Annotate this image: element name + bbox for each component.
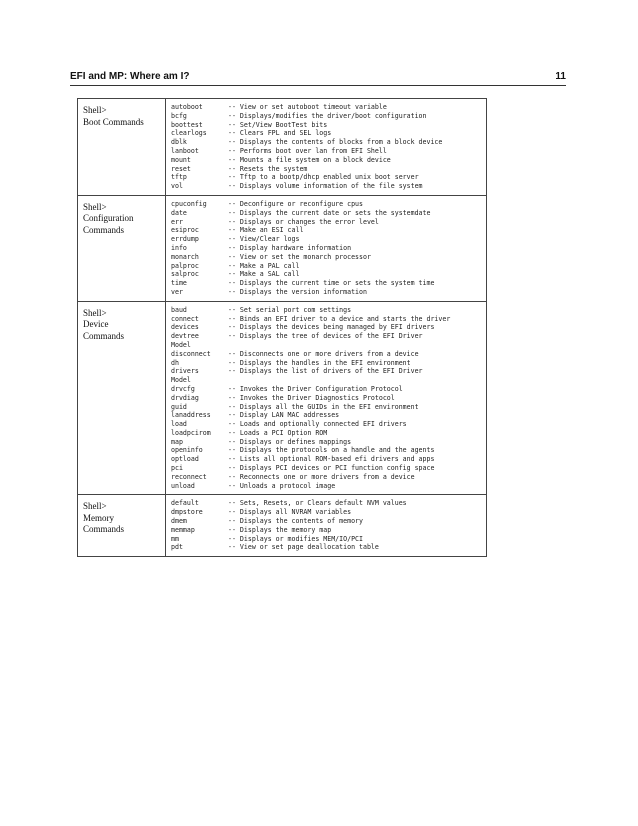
command-row xyxy=(171,270,482,279)
command-description: -- Mounts a file system on a block device xyxy=(228,155,391,164)
command-description: -- Displays the contents of blocks from a block device xyxy=(228,138,443,147)
command-row xyxy=(171,253,482,262)
command-description: -- Displays/modifies the driver/boot configuration xyxy=(228,111,427,120)
command-description: -- Reconnects one or more drivers from a device xyxy=(228,472,415,481)
command-name: esiproc xyxy=(171,226,199,235)
command-row xyxy=(171,438,482,447)
command-description xyxy=(228,341,482,350)
command-description: -- Make a SAL call xyxy=(228,270,300,279)
command-row xyxy=(171,112,482,121)
command-row xyxy=(171,535,482,544)
command-row xyxy=(171,446,482,455)
command-name: Model xyxy=(171,376,191,385)
command-name: dblk xyxy=(171,138,187,147)
command-row xyxy=(171,182,482,191)
command-description: -- Make an ESI call xyxy=(228,226,304,235)
command-name: lanboot xyxy=(171,146,199,155)
command-row xyxy=(171,464,482,473)
command-name: errdump xyxy=(171,235,199,244)
command-description: -- Invokes the Driver Configuration Protocol xyxy=(228,384,403,393)
command-name: loadpcirom xyxy=(171,428,211,437)
command-name: mm xyxy=(171,534,179,543)
command-description: -- Lists all optional ROM-based efi drivers and apps xyxy=(228,455,435,464)
section-title-line: Commands xyxy=(83,330,125,341)
command-row xyxy=(171,288,482,297)
section-title-line: Shell> xyxy=(83,201,107,212)
command-description: -- Displays the list of drivers of the EFI Driver xyxy=(228,367,423,376)
command-description: -- Displays the handles in the EFI environment xyxy=(228,358,411,367)
section-title-line: Device xyxy=(83,319,109,330)
section-title-line: Commands xyxy=(83,524,125,535)
command-row xyxy=(171,332,482,341)
section-row xyxy=(78,301,487,495)
command-description: -- Displays the memory map xyxy=(228,525,332,534)
command-table xyxy=(77,98,487,557)
command-description: -- Sets, Resets, or Clears default NVM values xyxy=(228,499,407,508)
page-header xyxy=(70,71,566,82)
command-name: dh xyxy=(171,358,179,367)
command-description: -- Binds an EFI driver to a device and starts the driver xyxy=(228,314,451,323)
command-description: -- Resets the system xyxy=(228,164,308,173)
command-description: -- Displays or changes the error level xyxy=(228,217,379,226)
command-row xyxy=(171,323,482,332)
command-name: connect xyxy=(171,314,199,323)
command-row xyxy=(171,244,482,253)
section-title xyxy=(78,495,166,557)
command-row xyxy=(171,262,482,271)
command-row xyxy=(171,394,482,403)
command-description: -- Displays all the GUIDs in the EFI environment xyxy=(228,402,419,411)
command-row xyxy=(171,403,482,412)
command-row xyxy=(171,218,482,227)
command-row xyxy=(171,226,482,235)
command-row xyxy=(171,385,482,394)
command-description: -- Unloads a protocol image xyxy=(228,481,336,490)
command-name: ver xyxy=(171,287,183,296)
command-row xyxy=(171,473,482,482)
command-description: -- Loads a PCI Option ROM xyxy=(228,428,328,437)
command-name: map xyxy=(171,437,183,446)
command-row xyxy=(171,235,482,244)
command-name: palproc xyxy=(171,261,199,270)
command-row xyxy=(171,411,482,420)
command-description: -- Set serial port com settings xyxy=(228,305,352,314)
command-row xyxy=(171,499,482,508)
command-name: dmpstore xyxy=(171,508,203,517)
command-row xyxy=(171,279,482,288)
command-row xyxy=(171,420,482,429)
command-row xyxy=(171,517,482,526)
command-row xyxy=(171,147,482,156)
command-row xyxy=(171,455,482,464)
command-description: -- View or set the monarch processor xyxy=(228,252,371,261)
command-description: -- Displays all NVRAM variables xyxy=(228,508,352,517)
command-name: bcfg xyxy=(171,111,187,120)
command-row xyxy=(171,165,482,174)
command-description: -- Displays PCI devices or PCI function config space xyxy=(228,464,435,473)
command-row xyxy=(171,156,482,165)
command-row xyxy=(171,200,482,209)
command-name: reset xyxy=(171,164,191,173)
command-row xyxy=(171,173,482,182)
command-name: boottest xyxy=(171,120,203,129)
command-description: -- Display hardware information xyxy=(228,243,352,252)
command-description: -- Invokes the Driver Diagnostics Protocol xyxy=(228,393,395,402)
command-description: -- Loads and optionally connected EFI drivers xyxy=(228,420,407,429)
command-row xyxy=(171,359,482,368)
command-name: info xyxy=(171,243,187,252)
section-row xyxy=(78,195,487,301)
command-row xyxy=(171,429,482,438)
command-name: drvdiag xyxy=(171,393,199,402)
command-row xyxy=(171,121,482,130)
command-description: -- Displays the tree of devices of the EFI Driver xyxy=(228,332,423,341)
command-name: clearlogs xyxy=(171,129,207,138)
command-name: err xyxy=(171,217,183,226)
section-title-line: Commands xyxy=(83,224,125,235)
command-row xyxy=(171,103,482,112)
command-row xyxy=(171,367,482,376)
command-name: time xyxy=(171,279,187,288)
section-title-line: Shell> xyxy=(83,501,107,512)
command-description: -- Clears FPL and SEL logs xyxy=(228,129,332,138)
command-row xyxy=(171,138,482,147)
command-list xyxy=(166,495,487,557)
command-name: devices xyxy=(171,323,199,332)
command-name: monarch xyxy=(171,252,199,261)
command-name: reconnect xyxy=(171,472,207,481)
command-description: -- Disconnects one or more drivers from a device xyxy=(228,349,419,358)
command-name: load xyxy=(171,420,187,429)
command-name: devtree xyxy=(171,332,199,341)
section-title-line: Boot Commands xyxy=(83,116,144,127)
command-list xyxy=(166,99,487,196)
command-description: -- Deconfigure or reconfigure cpus xyxy=(228,199,363,208)
page-title: EFI and MP: Where am I? xyxy=(70,71,190,82)
section-title xyxy=(78,195,166,301)
command-description: -- View or set autoboot timeout variable xyxy=(228,103,387,111)
command-description: -- Displays the current time or sets the system time xyxy=(228,279,435,288)
command-description: -- Displays the version information xyxy=(228,287,367,296)
section-title xyxy=(78,99,166,196)
command-description: -- Displays or defines mappings xyxy=(228,437,352,446)
command-description: -- Performs boot over lan from EFI Shell xyxy=(228,146,387,155)
command-description: -- Display LAN MAC addresses xyxy=(228,411,340,420)
command-name: unload xyxy=(171,481,195,490)
command-name: guid xyxy=(171,402,187,411)
command-row xyxy=(171,508,482,517)
command-description: -- Tftp to a bootp/dhcp enabled unix boot server xyxy=(228,173,419,182)
command-name: autoboot xyxy=(171,103,203,111)
page-number: 11 xyxy=(555,71,566,82)
command-description: -- Set/View BootTest bits xyxy=(228,120,328,129)
command-row xyxy=(171,129,482,138)
command-description xyxy=(228,376,482,385)
command-name: Model xyxy=(171,340,191,349)
command-row xyxy=(171,482,482,491)
command-description: -- Displays or modifies MEM/IO/PCI xyxy=(228,534,363,543)
command-name: lanaddress xyxy=(171,411,211,420)
command-name: pci xyxy=(171,464,183,473)
section-title-line: Shell> xyxy=(83,105,107,115)
section-title-line: Shell> xyxy=(83,307,107,318)
command-name: disconnect xyxy=(171,349,211,358)
command-description: -- View or set page deallocation table xyxy=(228,543,379,552)
command-name: drivers xyxy=(171,367,199,376)
command-name: optload xyxy=(171,455,199,464)
section-row xyxy=(78,495,487,557)
command-description: -- Displays volume information of the file system xyxy=(228,182,423,191)
command-description: -- Displays the devices being managed by EFI drivers xyxy=(228,323,435,332)
section-title-line: Memory xyxy=(83,512,114,523)
section-row xyxy=(78,99,487,196)
command-row xyxy=(171,376,482,385)
command-description: -- Displays the protocols on a handle and the agents xyxy=(228,446,435,455)
command-name: cpuconfig xyxy=(171,199,207,208)
command-row xyxy=(171,350,482,359)
command-list xyxy=(166,301,487,495)
command-name: salproc xyxy=(171,270,199,279)
command-name: date xyxy=(171,208,187,217)
command-name: vol xyxy=(171,182,183,191)
command-name: baud xyxy=(171,305,187,314)
command-name: tftp xyxy=(171,173,187,182)
command-description: -- Displays the current date or sets the systemdate xyxy=(228,208,431,217)
command-name: pdt xyxy=(171,543,183,552)
section-title-line: Configuration xyxy=(83,213,134,224)
command-row xyxy=(171,341,482,350)
command-row xyxy=(171,209,482,218)
command-name: mount xyxy=(171,155,191,164)
command-name: openinfo xyxy=(171,446,203,455)
command-name: memmap xyxy=(171,525,195,534)
command-name: default xyxy=(171,499,199,508)
command-list xyxy=(166,195,487,301)
command-description: -- Make a PAL call xyxy=(228,261,300,270)
header-rule xyxy=(70,85,566,86)
section-title xyxy=(78,301,166,495)
command-row xyxy=(171,543,482,552)
command-row xyxy=(171,306,482,315)
command-row xyxy=(171,526,482,535)
command-name: dmem xyxy=(171,517,187,526)
command-description: -- View/Clear logs xyxy=(228,235,300,244)
command-name: drvcfg xyxy=(171,384,195,393)
command-description: -- Displays the contents of memory xyxy=(228,517,363,526)
command-row xyxy=(171,315,482,324)
